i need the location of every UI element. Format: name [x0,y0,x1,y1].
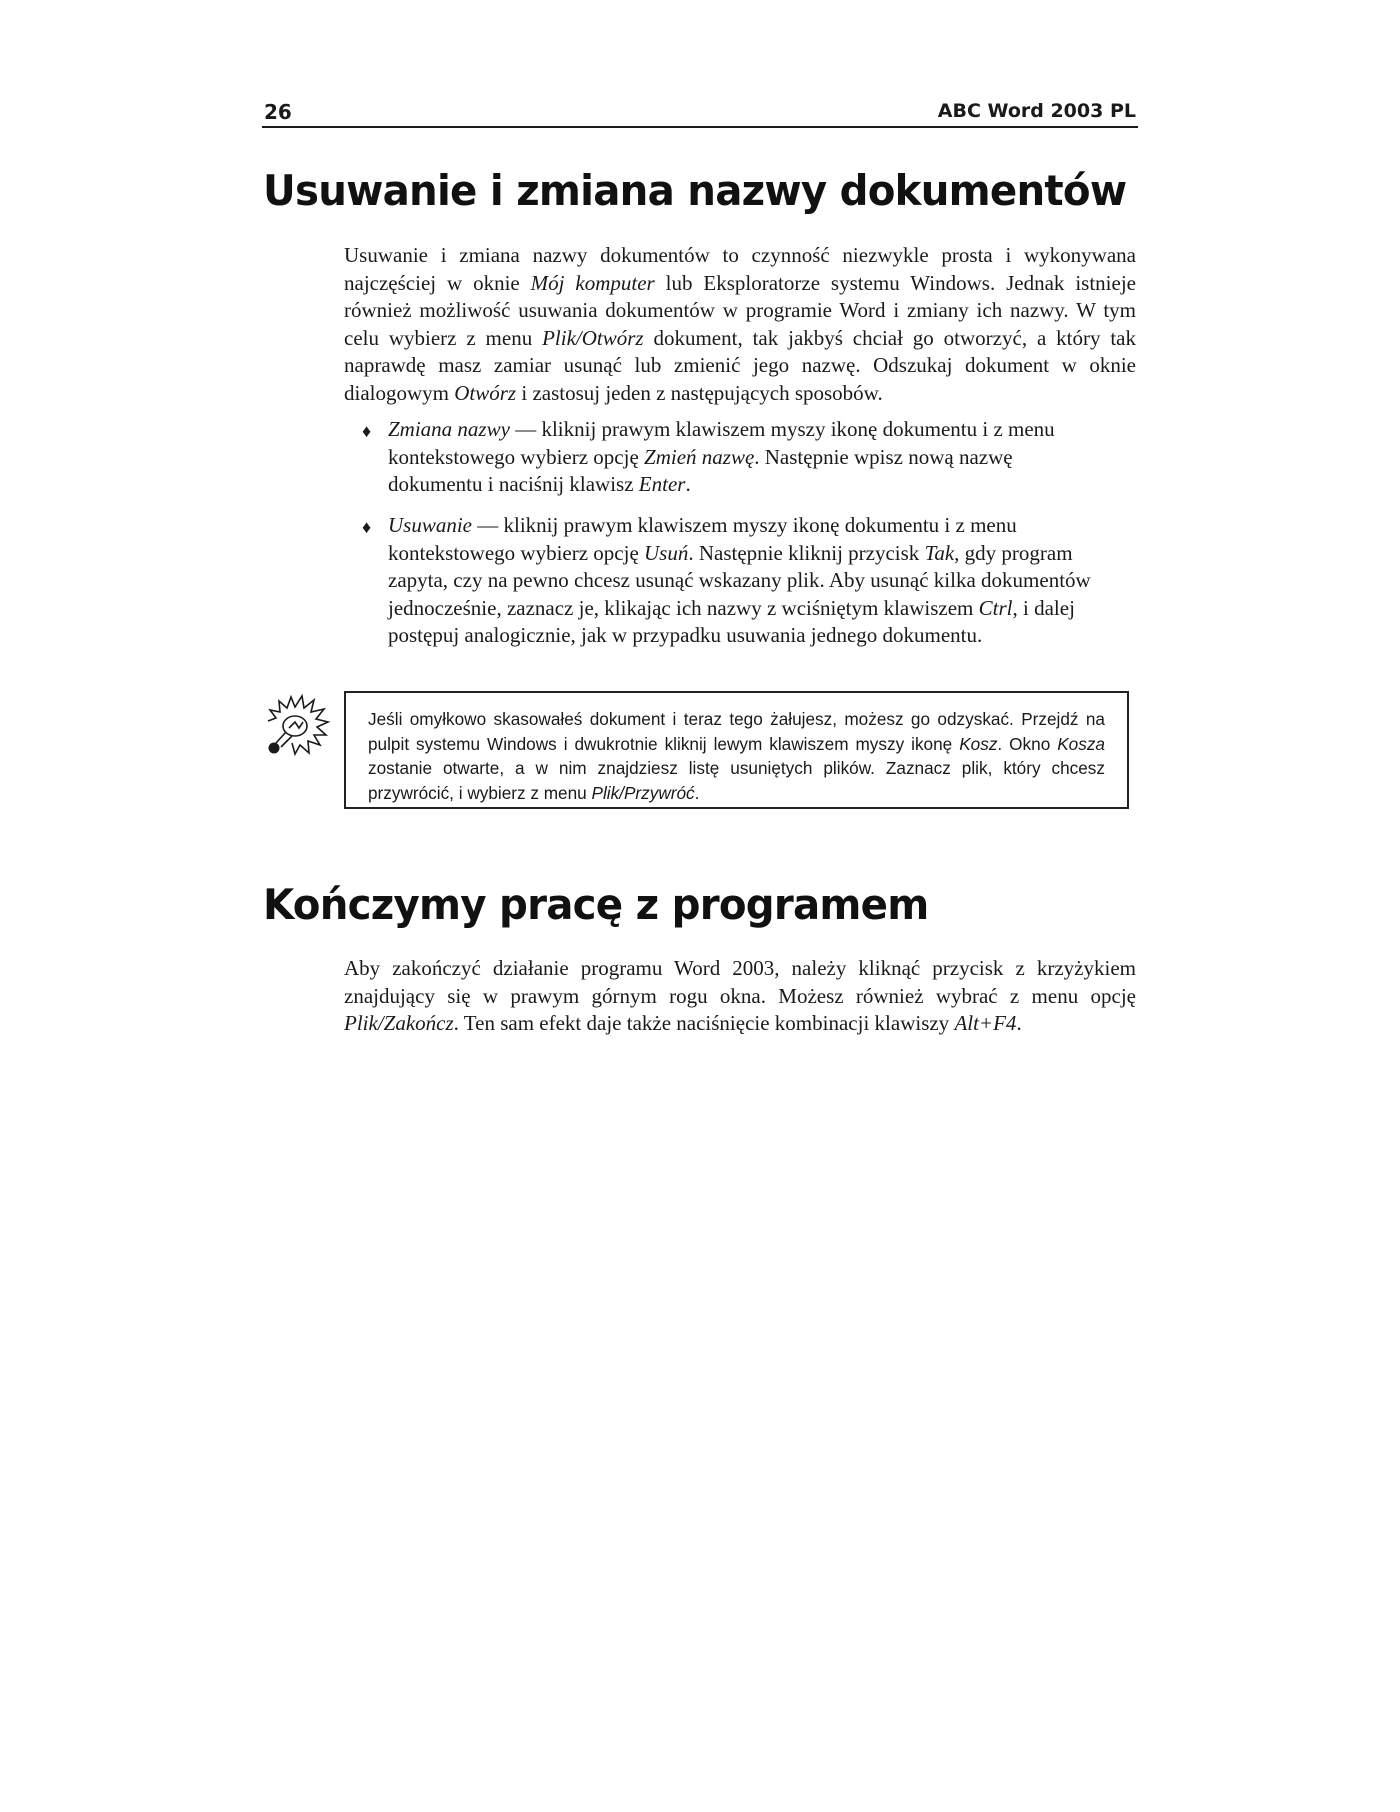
text-run: . Następnie kliknij przycisk [688,540,925,565]
bullet-item-delete [362,512,1102,650]
bullet-text [388,416,1102,499]
italic-term: Mój komputer [530,270,655,295]
italic-term: Otwórz [454,380,517,405]
text-run: . Okno [997,733,1058,754]
diamond-bullet-icon: ♦ [362,421,372,441]
lightbulb-icon [262,691,336,763]
text-run: — kliknij prawym klawiszem myszy ikonę dokumentu i z menu kontekstowego wybierz opcję [388,417,1055,469]
text-run: zostanie otwarte, a w nim znajdziesz listę usuniętych plików. Zaznacz plik, który chcesz przywrócić, i wybierz z menu [368,758,1105,803]
italic-term: Plik/Przywróć [591,782,695,803]
text-run: , gdy program zapyta, czy na pewno chcesz usunąć wskazany plik. Aby usunąć kilka dokumentów jednocześnie, zaznacz je, klikając ich nazwy z wciśniętym klawiszem [388,540,1091,620]
section-heading-delete-rename: Usuwanie i zmiana nazwy dokumentów [263,166,1127,215]
italic-term: Alt+F4 [954,1011,1017,1035]
italic-term: Tak [924,540,955,565]
bullet-list [362,416,1102,499]
page-header [262,96,1138,128]
text-run: Jeśli omyłkowo skasowałeś dokument i teraz tego żałujesz, możesz go odzyskać. Przejdź na pulpit systemu Windows i dwukrotnie kliknij lewym klawiszem myszy ikonę [368,709,1105,754]
intro-paragraph [344,242,1136,407]
bullet-list [362,512,1102,650]
text-run: . [694,782,700,803]
italic-term: Kosz [959,733,998,754]
italic-term: Plik/Otwórz [542,325,644,350]
text-run: . Ten sam efekt daje także naciśnięcie kombinacji klawiszy [453,1011,955,1035]
diamond-bullet-icon: ♦ [362,517,372,537]
text-run: — kliknij prawym klawiszem myszy ikonę dokumentu i z menu kontekstowego wybierz opcję [388,513,1017,565]
italic-term: Enter [638,472,686,496]
text-run: Usuwanie i zmiana nazwy dokumentów to czynność niezwykle prosta i wykonywana najczęściej w oknie [344,243,1136,295]
italic-term: Ctrl [978,595,1013,620]
text-run: , i dalej postępuj analogicznie, jak w przypadku usuwania jednego dokumentu. [388,595,1075,647]
italic-term: Usuń [644,540,689,565]
italic-term: Usuwanie [388,513,472,537]
page-number: 26 [264,100,292,124]
text-run: i zastosuj jeden z następujących sposobów. [516,380,883,405]
text-run: dokument, tak jakbyś chciał go otworzyć, a który tak naprawdę masz zamiar usunąć lub zmienić jego nazwę. Odszukaj dokument w oknie dialogowym [344,325,1136,405]
tip-box [344,691,1129,809]
italic-term: Kosza [1057,733,1105,754]
section-heading-close-program: Kończymy pracę z programem [263,880,929,929]
italic-term: Zmiana nazwy [388,417,510,441]
text-run: Aby zakończyć działanie programu Word 2003, należy kliknąć przycisk z krzyżykiem znajdujący się w prawym górnym rogu okna. Możesz również wybrać z menu opcję [344,956,1136,1008]
text-run: . [685,472,691,496]
text-run: . Następnie wpisz nową nazwę dokumentu i naciśnij klawisz [388,444,1013,496]
italic-term: Plik/Zakończ [344,1011,454,1035]
italic-term: Zmień nazwę [644,444,755,469]
bullet-item-rename [362,416,1102,499]
closing-paragraph [344,955,1136,1038]
text-run: . [1016,1011,1022,1035]
bullet-text [388,512,1102,650]
text-run: lub Eksploratorze systemu Windows. Jednak istnieje również możliwość usuwania dokumentów w programie Word i zmiany ich nazwy. W tym celu wybierz z menu [344,270,1136,350]
book-title: ABC Word 2003 PL [937,100,1136,122]
